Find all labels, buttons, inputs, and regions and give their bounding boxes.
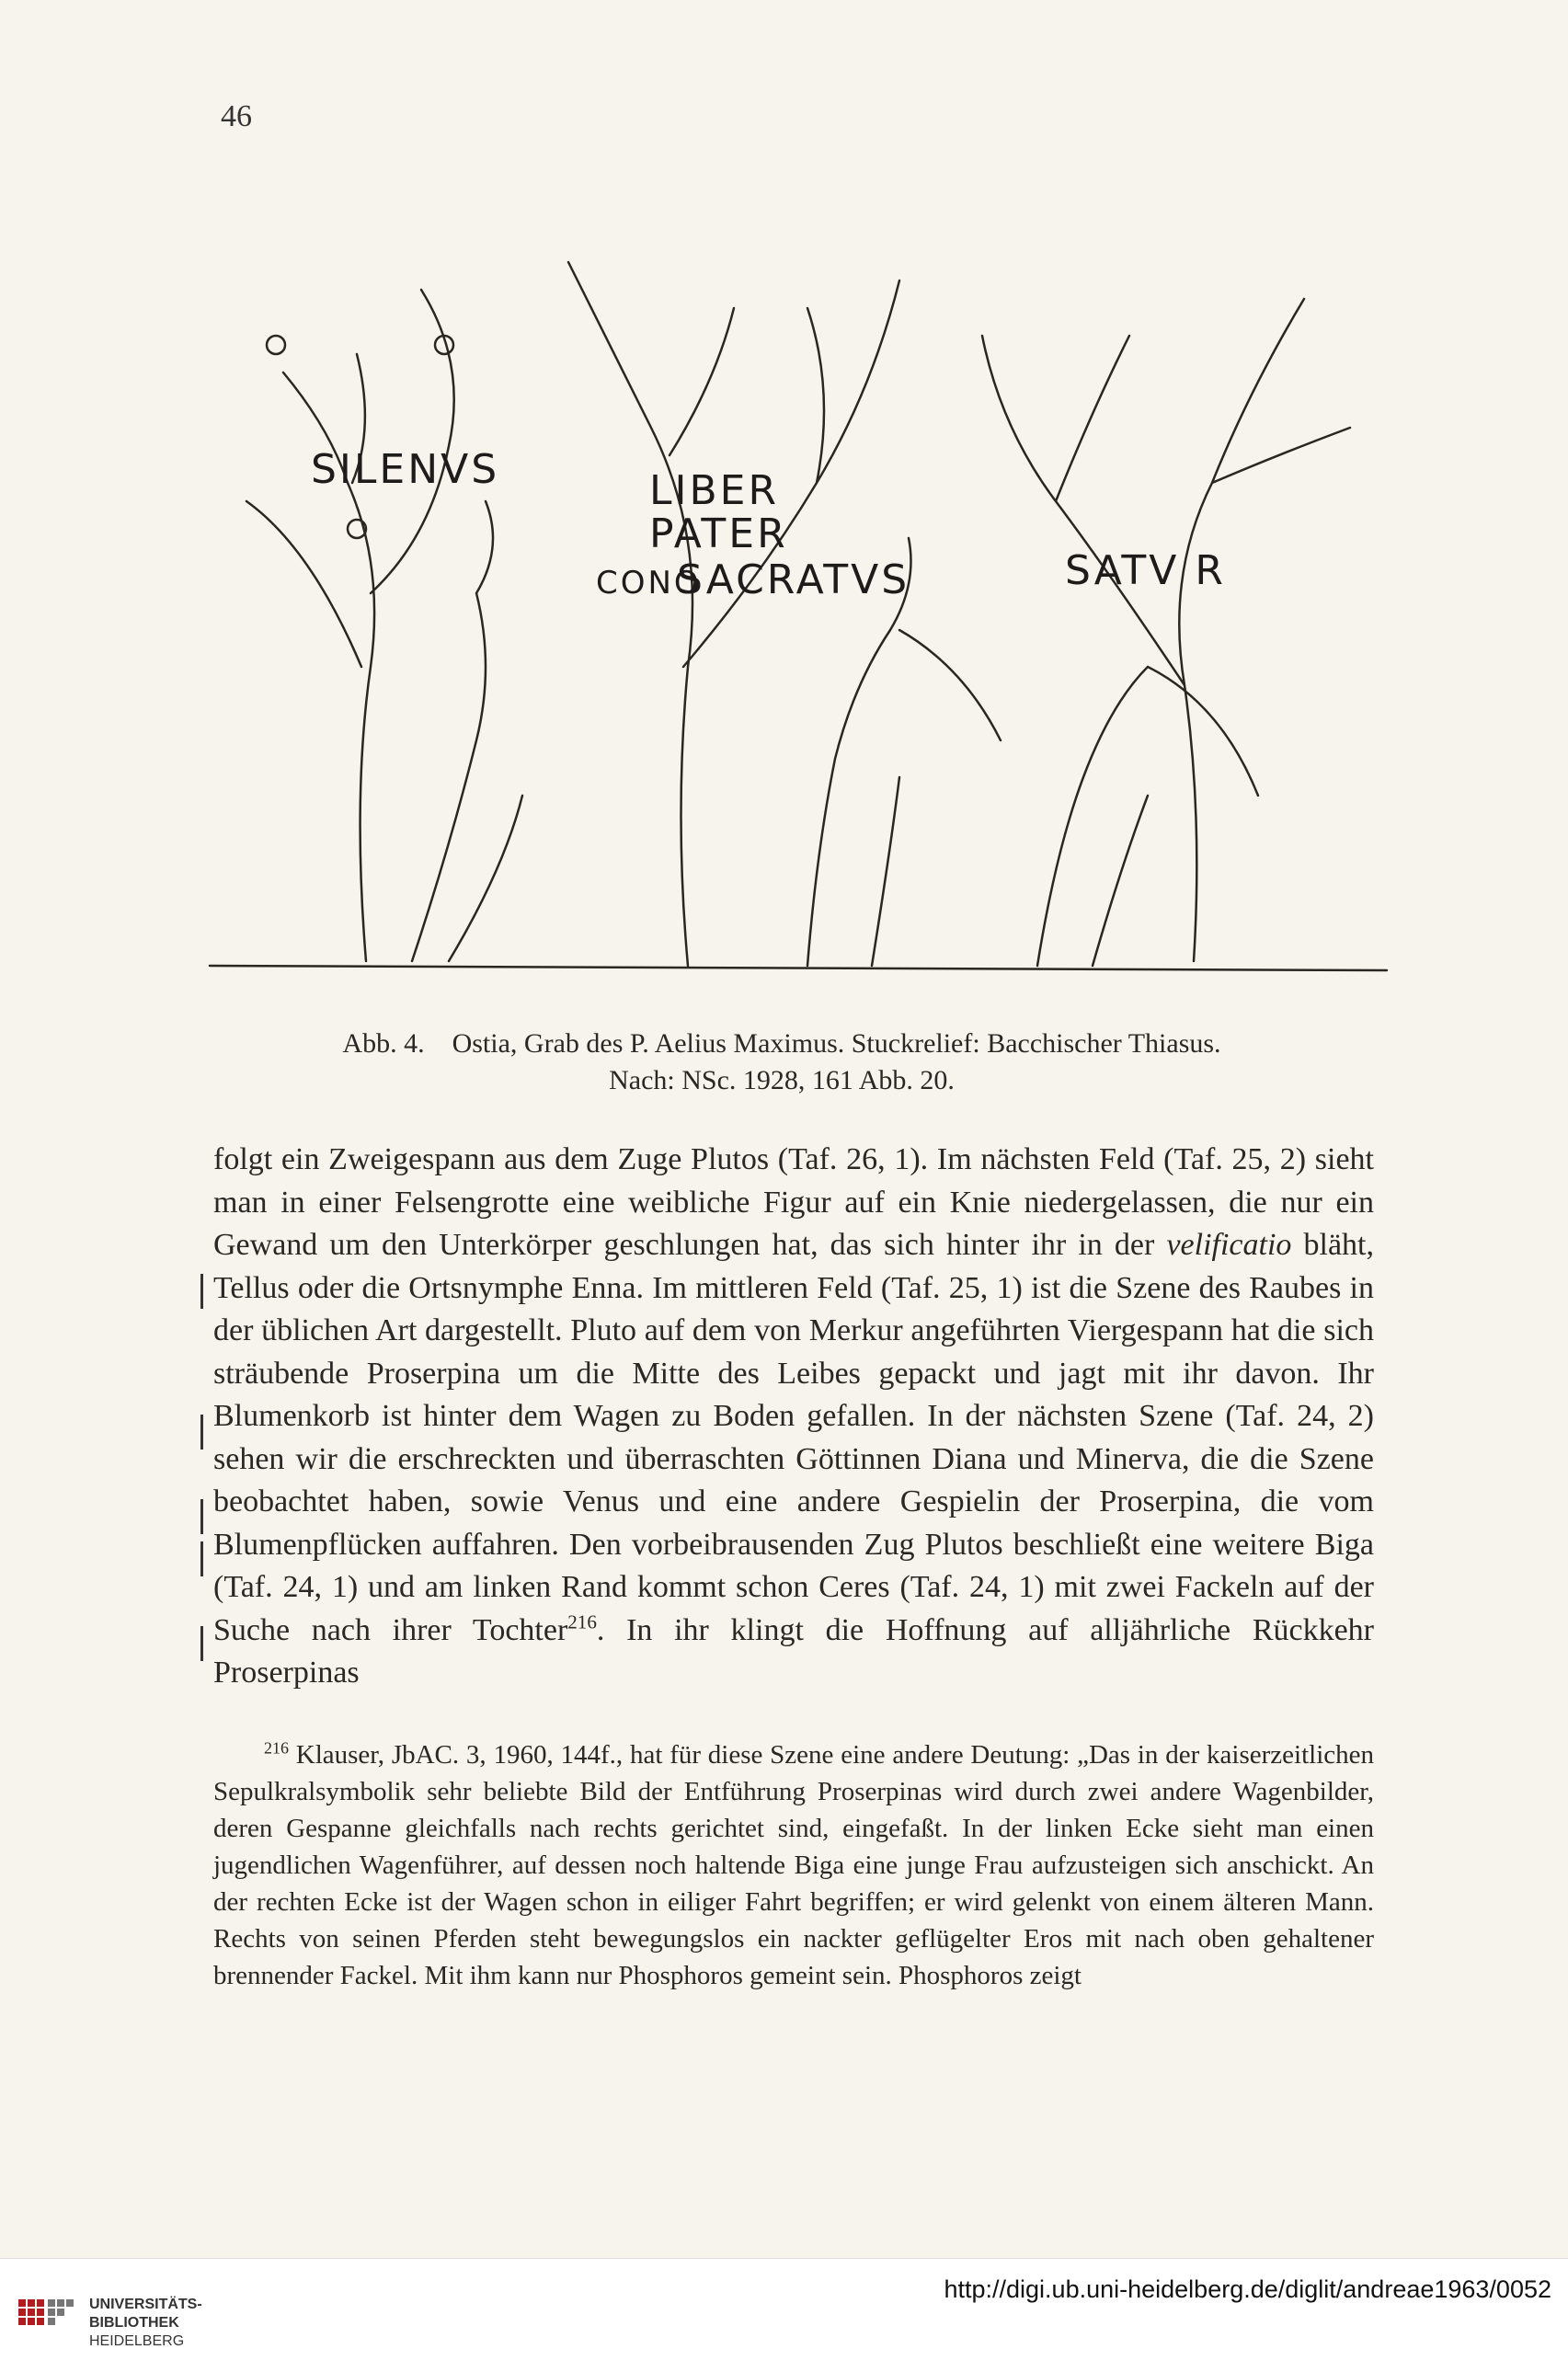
italic-term: velificatio [1166, 1228, 1292, 1262]
center-tree [568, 262, 899, 966]
footnote-text: Klauser, JbAC. 3, 1960, 144f., hat für diese Szene eine andere Deutung: „Das in der kaiserzeitlichen Sepulkralsymbolik sehr beliebte Bild der Entführung Proserpinas wird durch zwei andere Wagenbilder, deren Gespanne gleichfalls nach rechts gerichtet sind, eingefaßt. In der linken Ecke sieht man einen jugendlichen Wagenführer, auf dessen noch haltende Biga eine junge Frau aufzusteigen sich anschickt. An der rechten Ecke ist der Wagen schon in eiliger Fahrt begriffen; er wird gelenkt von einem älteren Mann. Rechts von seinen Pferden steht bewegungslos ein nackter geflügelter Eros mit nach oben gehaltener brennender Fackel. Mit ihm kann nur Phosphoros gemeint sein. Phosphoros zeigt [213, 1740, 1374, 1990]
library-name [89, 2296, 202, 2351]
library-name-line: BIBLIOTHEK [89, 2315, 179, 2331]
right-tree [982, 299, 1350, 961]
label-pater: PATER [649, 510, 788, 557]
label-liber: LIBER [649, 467, 780, 514]
seal-icon [17, 2294, 81, 2340]
caption-line-1: Abb. 4. Ostia, Grab des P. Aelius Maximus. Stuckrelief: Bacchischer Thiasus. [342, 1028, 1221, 1059]
university-logo [17, 2294, 81, 2344]
left-tree [246, 290, 454, 961]
source-url[interactable]: http://digi.ub.uni-heidelberg.de/diglit/andreae1963/0052 [944, 2275, 1551, 2303]
label-cono: CONO [596, 565, 702, 602]
label-sacratus: SACRATVS [677, 556, 910, 603]
relief-sketch [173, 152, 1424, 1012]
paragraph [213, 1139, 1374, 1695]
margin-mark [200, 1274, 203, 1309]
ground-line [210, 966, 1387, 970]
silenus-figure [412, 501, 522, 961]
figure-drawing [173, 152, 1424, 1012]
caption-line-2: Nach: NSc. 1928, 161 Abb. 20. [609, 1065, 955, 1095]
footer-bar [0, 2258, 1568, 2372]
grape-bunch-left [267, 336, 285, 354]
text-run: folgt ein Zweigespann aus dem Zuge Plutos (Taf. 26, 1). Im nächsten Feld (Taf. 25, 2) sieht man in einer Felsengrotte eine weibliche Figur auf ein Knie niedergelassen, die nur ein Gewand um den Unterkörper geschlungen hat, das sich hinter ihr in der [213, 1142, 1374, 1262]
library-name-line: UNIVERSITÄTS- [89, 2297, 202, 2312]
text-run: bläht, Tellus oder die Ortsnymphe Enna. Im mittleren Feld (Taf. 25, 1) ist die Szene des Raubes in der üblichen Art dargestellt. Pluto auf dem von Merkur angeführten Viergespann hat die sich sträubende Proserpina um die Mitte des Leibes gepackt und jagt mit ihr davon. Ihr Blumenkorb ist hinter dem Wagen zu Boden gefallen. In der nächsten Szene (Taf. 24, 2) sehen wir die erschreckten und überraschten Göttinnen Diana und Minerva, die die Szene beobachtet haben, sowie Venus und eine andere Gespielin der Proserpina, die vom Blumenpflücken auffahren. Den vorbeibrausenden Zug Plutos beschließt eine weitere Biga (Taf. 24, 1) und am linken Rand kommt schon Ceres (Taf. 24, 1) mit zwei Fackeln auf der Suche nach ihrer Tochter [213, 1228, 1374, 1647]
margin-mark [200, 1499, 203, 1534]
footnote-paragraph [213, 1736, 1374, 1994]
footnote-marker: 216 [264, 1738, 289, 1758]
margin-mark [200, 1415, 203, 1450]
figure-caption [138, 1026, 1425, 1099]
label-silenus: SILENVS [311, 446, 500, 493]
library-name-line: HEIDELBERG [89, 2333, 185, 2349]
footnote [213, 1736, 1374, 1994]
body-text [213, 1139, 1374, 1695]
margin-mark [200, 1541, 203, 1576]
margin-mark [200, 1626, 203, 1661]
footnote-ref: 216 [567, 1610, 597, 1633]
satur-figure [1037, 667, 1258, 966]
text-run: . In ihr klingt die Hoffnung auf alljährliche Rückkehr Proserpinas [213, 1612, 1374, 1690]
label-satur: SATV R [1065, 547, 1226, 594]
page-number: 46 [221, 99, 252, 133]
